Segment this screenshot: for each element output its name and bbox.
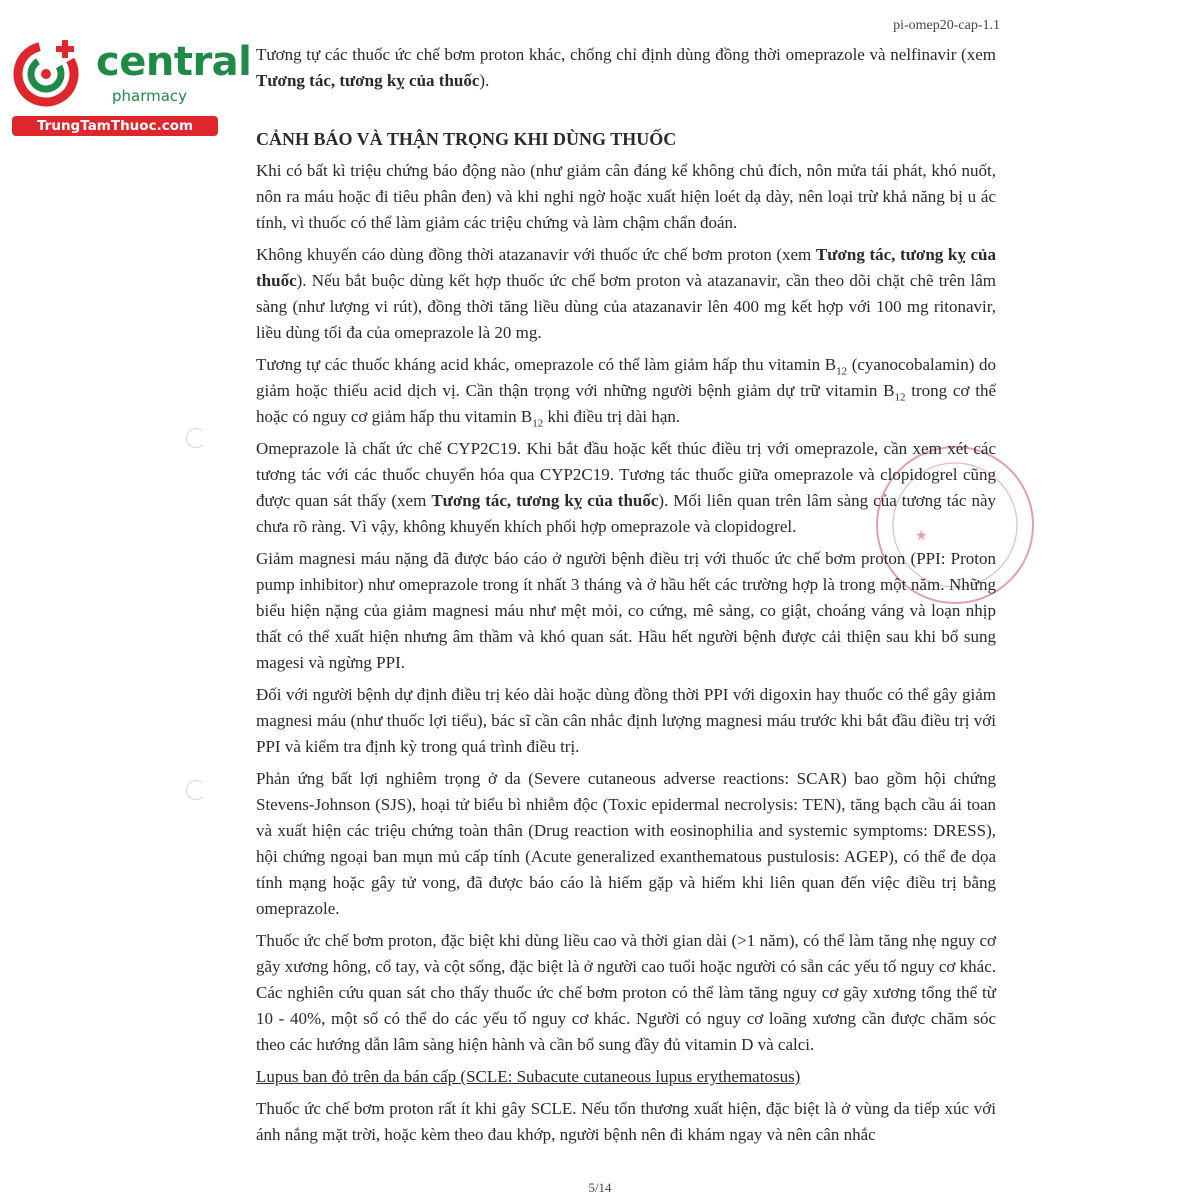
paragraph-hypomagnesemia: Giảm magnesi máu nặng đã được báo cáo ở người bệnh điều trị với thuốc ức chế bơm proton (PPI: Proton pump inhibitor) như omeprazole trong ít nhất 3 tháng và ở hầu hết các trường hợp là trong một năm. Những biểu hiện nặng của giảm magnesi máu như mệt mỏi, co cứng, mê sảng, co giật, choáng váng và loạn nhịp thất có thể xuất hiện nhưng âm thầm và khó quan sát. Hầu hết người bệnh được cải thiện sau khi bổ sung magesi và ngừng PPI.: [256, 549, 996, 672]
document-body: [256, 42, 996, 1154]
logo-subtitle: pharmacy: [112, 87, 188, 105]
paragraph-scar: Phản ứng bất lợi nghiêm trọng ở da (Severe cutaneous adverse reactions: SCAR) bao gồm hội chứng Stevens-Johnson (SJS), hoại tử biểu bì nhiễm độc (Toxic epidermal necrolysis: TEN), tăng bạch cầu ái toan và xuất hiện các triệu chứng toàn thân (Drug reaction with eosinophilia and systemic symptoms: DRESS), hội chứng ngoại ban mụn mủ cấp tính (Acute generalized exanthematous pustulosis: AGEP), có thể đe dọa tính mạng hoặc gây tử vong, đã được báo cáo là hiếm gặp và hiếm khi liên quan đến việc điều trị bằng omeprazole.: [256, 769, 996, 918]
logo-website-banner[interactable]: TrungTamThuoc.com: [12, 116, 218, 136]
paragraph-atazanavir: Không khuyến cáo dùng đồng thời atazanavir với thuốc ức chế bơm proton (xem Tương tác, tương kỵ của thuốc). Nếu bắt buộc dùng kết hợp thuốc ức chế bơm proton và atazanavir, cần theo dõi chặt chẽ trên lâm sàng (như lượng vi rút), đồng thời tăng liều dùng của atazanavir lên 400 mg kết hợp với 100 mg ritonavir, liều dùng tối đa của omeprazole là 20 mg.: [256, 245, 996, 342]
logo-brand-name: central: [96, 39, 252, 85]
paragraph-fracture-risk: Thuốc ức chế bơm proton, đặc biệt khi dùng liều cao và thời gian dài (>1 năm), có thể làm tăng nhẹ nguy cơ gãy xương hông, cổ tay, và cột sống, đặc biệt là ở người cao tuổi hoặc người có sẵn các yếu tố nguy cơ khác. Các nghiên cứu quan sát cho thấy thuốc ức chế bơm proton có thể làm tăng nguy cơ gãy xương tổng thể từ 10 - 40%, một số có thể do các yếu tố nguy cơ khác. Người có nguy cơ loãng xương cần được chăm sóc theo các hướng dẫn lâm sàng hiện hành và cần bổ sung đầy đủ vitamin D và calci.: [256, 931, 996, 1054]
paragraph-cyp2c19: Omeprazole là chất ức chế CYP2C19. Khi bắt đầu hoặc kết thúc điều trị với omeprazole, cần xem xét các tương tác với các thuốc chuyển hóa qua CYP2C19. Tương tác thuốc giữa omeprazole và clopidogrel cũng được quan sát thấy (xem Tương tác, tương kỵ của thuốc). Mối liên quan trên lâm sàng của tương tác này chưa rõ ràng. Vì vậy, không khuyến khích phối hợp omeprazole và clopidogrel.: [256, 439, 996, 536]
intro-paragraph: Tương tự các thuốc ức chế bơm proton khác, chống chỉ định dùng đồng thời omeprazole và nelfinavir (xem Tương tác, tương kỵ của thuốc).: [256, 45, 996, 90]
svg-text:★: ★: [915, 528, 928, 544]
paragraph-vitamin-b12: Tương tự các thuốc kháng acid khác, omeprazole có thể làm giảm hấp thu vitamin $B_{12}$ (cyanocobalamin) do giảm hoặc thiếu acid dịch vị. Cần thận trọng với những người bệnh giảm dự trữ vitamin $B_{12}$ trong cơ thể hoặc có nguy cơ giảm hấp thu vitamin $B_{12}$ khi điều trị dài hạn.: [256, 355, 997, 430]
section-heading: CẢNH BÁO VÀ THẬN TRỌNG KHI DÙNG THUỐC: [256, 129, 677, 149]
binder-hole-mark: [186, 428, 206, 448]
pharmacy-logo-icon: [10, 36, 90, 116]
paragraph-warning-symptoms: Khi có bất kì triệu chứng báo động nào (như giảm cân đáng kể không chủ đích, nôn mửa tái phát, khó nuốt, nôn ra máu hoặc đi tiêu phân đen) và khi nghi ngờ hoặc xuất hiện loét dạ dày, nên loại trừ khả năng bị u ác tính, vì thuốc có thể làm giảm các triệu chứng và làm chậm chẩn đoán.: [256, 161, 996, 232]
binder-hole-mark: [186, 780, 206, 800]
document-code: pi-omep20-cap-1.1: [893, 18, 1000, 33]
subheading-scle: Lupus ban đỏ trên da bán cấp (SCLE: Subacute cutaneous lupus erythematosus): [256, 1067, 801, 1086]
paragraph-digoxin: Đối với người bệnh dự định điều trị kéo dài hoặc dùng đồng thời PPI với digoxin hay thuốc có thể gây giảm magnesi máu (như thuốc lợi tiểu), bác sĩ cần cân nhắc định lượng magnesi máu trước khi bắt đầu điều trị với PPI và kiểm tra định kỳ trong quá trình điều trị.: [256, 685, 996, 756]
central-pharmacy-logo[interactable]: [10, 36, 252, 136]
paragraph-scle: Thuốc ức chế bơm proton rất ít khi gây SCLE. Nếu tổn thương xuất hiện, đặc biệt là ở vùng da tiếp xúc với ánh nắng mặt trời, hoặc kèm theo đau khớp, người bệnh nên đi khám ngay và nên cân nhắc: [256, 1099, 996, 1144]
page-number: 5/14: [588, 1180, 612, 1195]
